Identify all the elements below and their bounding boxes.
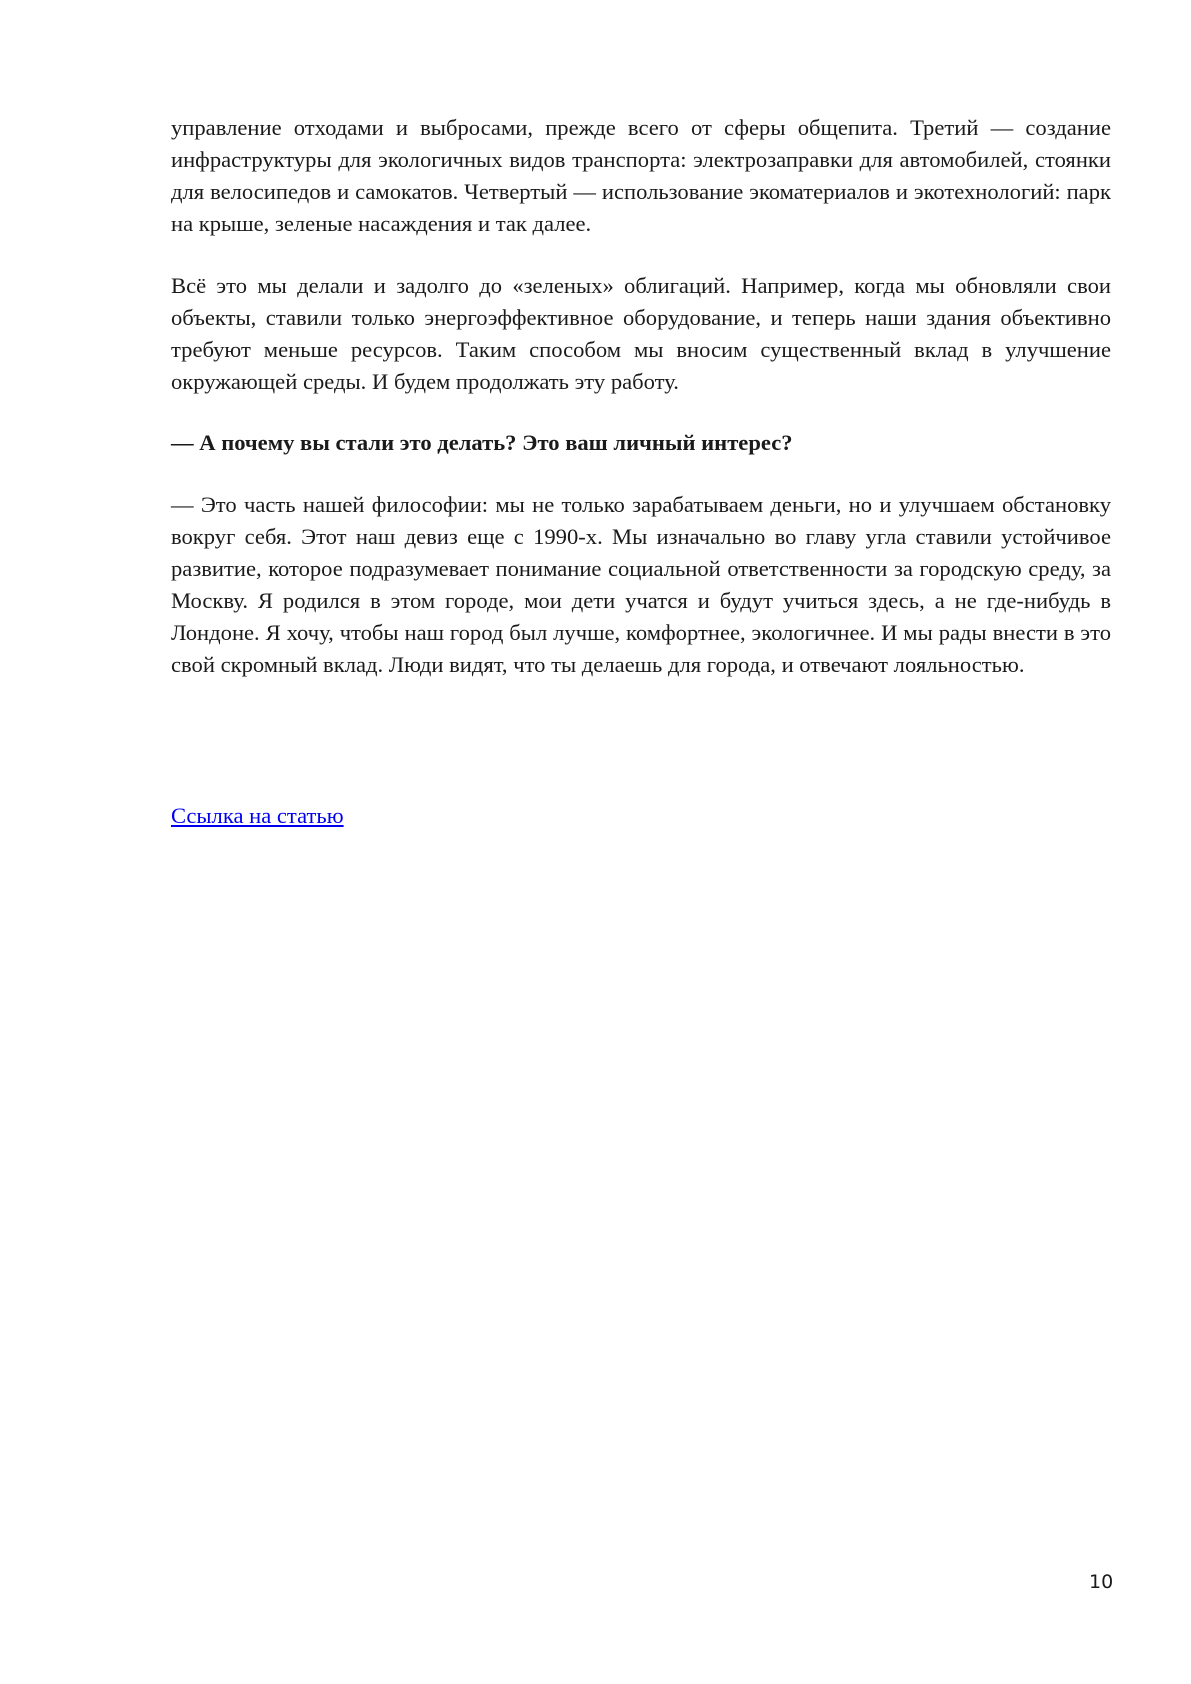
paragraph-waste-management: управление отходами и выбросами, прежде всего от сферы общепита. Третий — создание инфраструктуры для экологичных видов транспорта: электрозаправки для автомобилей, стоянки для велосипедов и самокатов. Четвертый — использование экоматериалов и экотехнологий: парк на крыше, зеленые насаждения и так далее.: [171, 115, 1111, 236]
paragraph-philosophy-answer: — Это часть нашей философии: мы не только зарабатываем деньги, но и улучшаем обстановку вокруг себя. Этот наш девиз еще с 1990-х. Мы изначально во главу угла ставили устойчивое развитие, которое подразумевает понимание социальной ответственности за городскую среду, за Москву. Я родился в этом городе, мои дети учатся и будут учиться здесь, а не где-нибудь в Лондоне. Я хочу, чтобы наш город был лучше, комфортнее, экологичнее. И мы рады внести в это свой скромный вклад. Люди видят, что ты делаешь для города, и отвечают лояльностью.: [171, 492, 1111, 677]
page-number: 10: [1089, 1571, 1114, 1593]
article-link[interactable]: Ссылка на статью: [171, 803, 344, 828]
paragraph-green-bonds: Всё это мы делали и задолго до «зеленых» облигаций. Например, когда мы обновляли свои объекты, ставили только энергоэффективное оборудование, и теперь наши здания объективно требуют меньше ресурсов. Таким способом мы вносим существенный вклад в улучшение окружающей среды. И будем продолжать эту работу.: [171, 273, 1111, 394]
interview-question: — А почему вы стали это делать? Это ваш личный интерес?: [171, 430, 793, 455]
